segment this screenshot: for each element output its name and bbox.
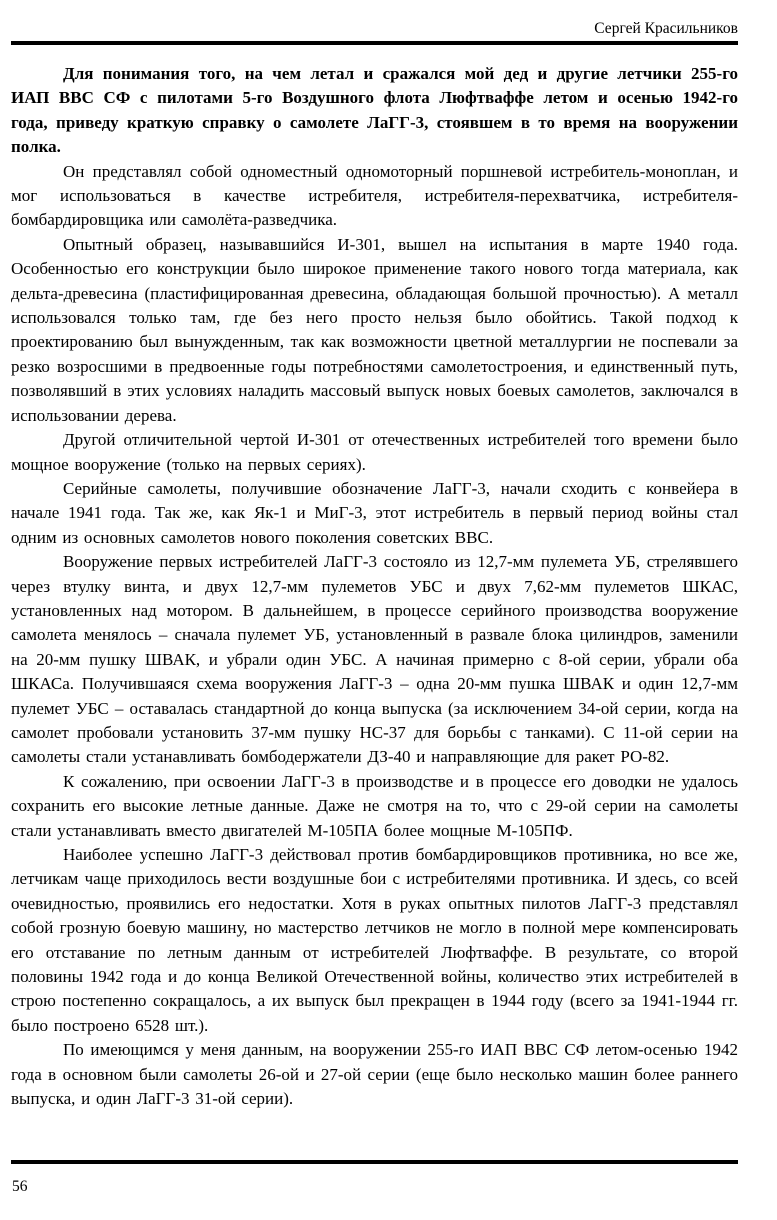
paragraph: К сожалению, при освоении ЛаГГ-3 в производстве и в процессе его доводки не удалось сохранить его высокие летные данные. Даже не смотря на то, что с 29-ой серии на самолеты стали устанавливать вместо двигателей М-105ПА более мощные М-105ПФ. [11,771,738,840]
paragraph: По имеющимся у меня данным, на вооружении 255-го ИАП ВВС СФ летом-осенью 1942 года в основном были самолеты 26-ой и 27-ой серии (еще было несколько машин более раннего выпуска, и один ЛаГГ-3 31-ой серии). [11,1040,738,1109]
header-rule [11,41,738,45]
paragraph: Опытный образец, называвшийся И-301, вышел на испытания в марте 1940 года. Особенностью его конструкции было широкое применение такого нового тогда материала, как дельта-древесина (пластифицированная древесина, обладающая большой прочностью). А металл использовался только там, где без него просто нельзя было обойтись. Такой подход к проектированию был вынужденным, так как возможности цветной металлургии не поспевали за резко возросшими в предвоенные годы потребностями самолетостроения, и единственный путь, позволявший в этих условиях наладить массовый выпуск новых боевых самолетов, заключался в использовании дерева. [11,234,738,425]
paragraph: Вооружение первых истребителей ЛаГГ-3 состояло из 12,7-мм пулемета УБ, стрелявшего через втулку винта, и двух 12,7-мм пулеметов УБС и двух 7,62-мм пулеметов ШКАС, установленных над мотором. В дальнейшем, в процессе серийного производства вооружение самолета менялось – сначала пулемет УБ, установленный в развале блока цилиндров, заменили на 20-мм пушку ШВАК, и убрали один УБС. А начиная примерно с 8-ой серии, убрали оба ШКАСа. Получившаяся схема вооружения ЛаГГ-3 – одна 20-мм пушка ШВАК и один 12,7-мм пулемет УБС – оставалась стандартной до конца выпуска (за исключением 34-ой серии, когда на самолет пробовали установить 37-мм пушку НС-37 для борьбы с танками). С 11-ой серии на самолеты стали устанавливать бомбодержатели ДЗ-40 и направляющие для ракет РО-82. [11,552,738,767]
header-author: Сергей Красильников [594,20,738,37]
footer-rule [11,1160,738,1164]
body-text [11,62,738,1111]
paragraph: Он представлял собой одноместный одномоторный поршневой истребитель-моноплан, и мог использоваться в качестве истребителя, истребителя-перехватчика, истребителя-бомбардировщика или самолёта-разведчика. [11,161,738,230]
page-number: 56 [12,1178,28,1195]
paragraph-intro: Для понимания того, на чем летал и сражался мой дед и другие летчики 255-го ИАП ВВС СФ с пилотами 5-го Воздушного флота Люфтваффе летом и осенью 1942-го года, приведу краткую справку о самолете ЛаГГ-3, стоявшем в то время на вооружении полка. [11,64,738,157]
paragraph: Наиболее успешно ЛаГГ-3 действовал против бомбардировщиков противника, но все же, летчикам чаще приходилось вести воздушные бои с истребителями противника. И здесь, со всей очевидностью, проявились его недостатки. Хотя в руках опытных пилотов ЛаГГ-3 представлял собой грозную боевую машину, но мастерство летчиков не могло в полной мере компенсировать его отставание по летным данным от истребителей Люфтваффе. В результате, со второй половины 1942 года и до конца Великой Отечественной войны, количество этих истребителей в строю постепенно сокращалось, а их выпуск был прекращен в 1944 году (всего за 1941-1944 гг. было построено 6528 шт.). [11,845,738,1035]
paragraph: Серийные самолеты, получившие обозначение ЛаГГ-3, начали сходить с конвейера в начале 1941 года. Так же, как Як-1 и МиГ-3, этот истребитель в первый период войны стал одним из основных самолетов нового поколения советских ВВС. [11,478,738,547]
paragraph: Другой отличительной чертой И-301 от отечественных истребителей того времени было мощное вооружение (только на первых сериях). [11,430,738,474]
